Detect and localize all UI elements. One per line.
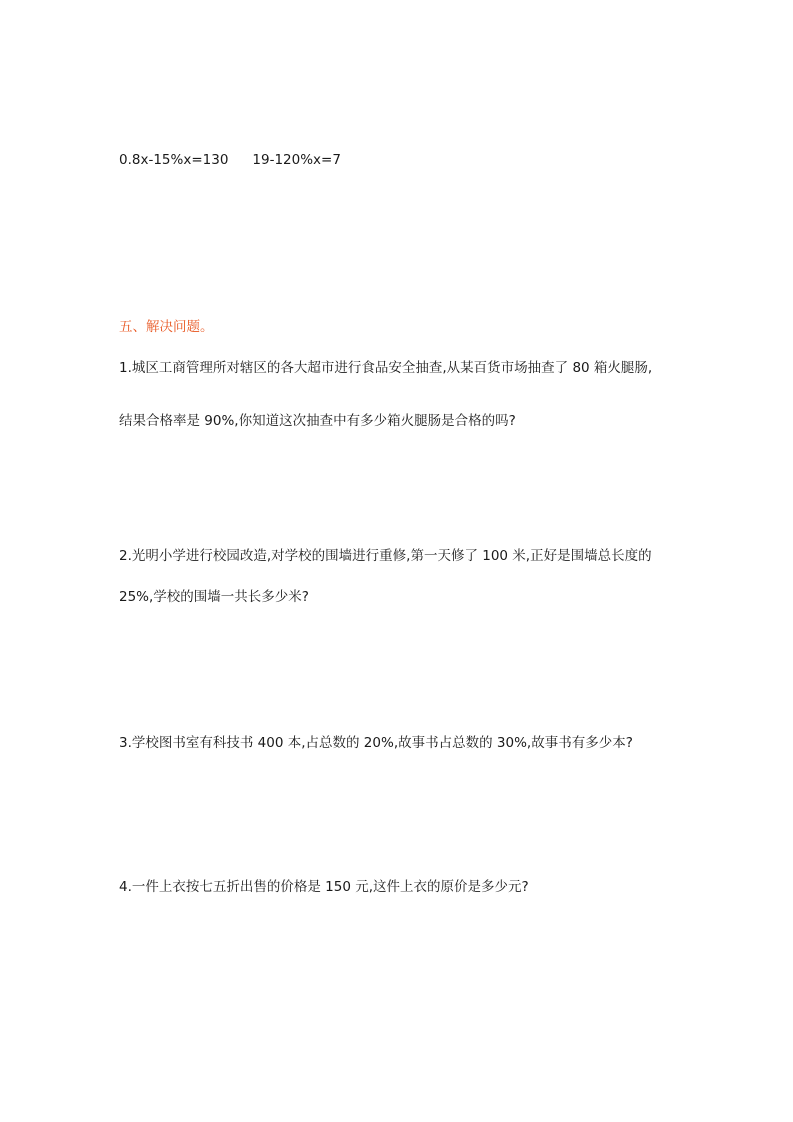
equation-2: 19-120%x=7 (252, 152, 341, 168)
question-4: 4.一件上衣按七五折出售的价格是 150 元,这件上衣的原价是多少元? (119, 879, 529, 895)
equation-row (119, 151, 341, 169)
question-1-line-1: 1.城区工商管理所对辖区的各大超市进行食品安全抽查,从某百货市场抽查了 80 箱火腿肠, (119, 360, 653, 376)
question-2-line-1: 2.光明小学进行校园改造,对学校的围墙进行重修,第一天修了 100 米,正好是围墙总长度的 (119, 548, 652, 564)
question-2-line-2: 25%,学校的围墙一共长多少米? (119, 589, 309, 605)
question-3: 3.学校图书室有科技书 400 本,占总数的 20%,故事书占总数的 30%,故事书有多少本? (119, 735, 633, 751)
section-heading: 五、解决问题。 (119, 319, 214, 335)
question-1-line-2: 结果合格率是 90%,你知道这次抽查中有多少箱火腿肠是合格的吗? (119, 413, 516, 429)
equation-1: 0.8x-15%x=130 (119, 152, 229, 168)
